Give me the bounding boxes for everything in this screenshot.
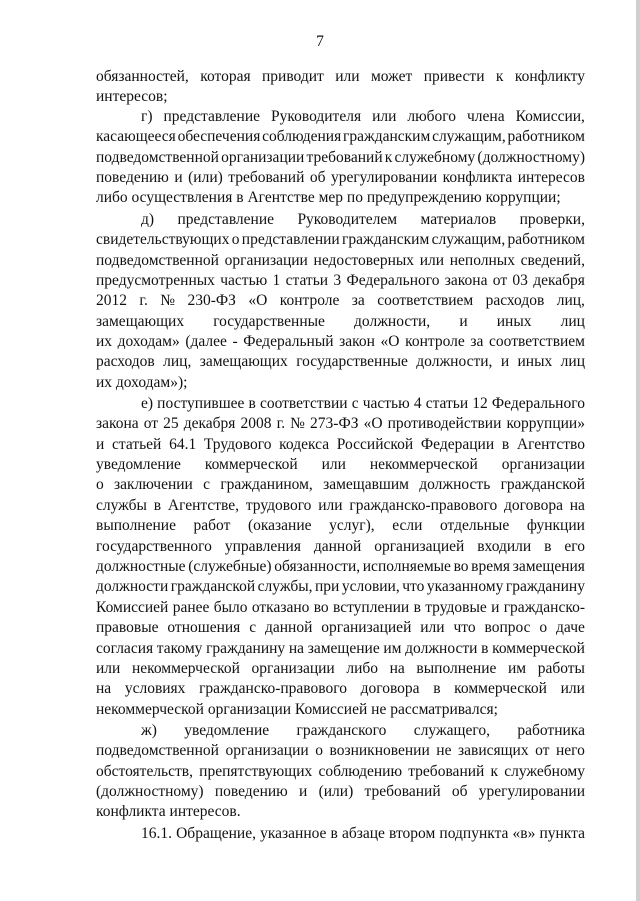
text-line: предусмотренных частью 1 статьи 3 Федерального закона от 03 декабря xyxy=(96,272,585,289)
text-line: о заключении с гражданином, замещавшим должность гражданской xyxy=(96,476,585,493)
text-line: расходов лиц, замещающих государственные должности, и иных лиц xyxy=(96,353,585,370)
text-line: ж) уведомление гражданского служащего, работника xyxy=(141,722,585,739)
text-line: поведению и (или) требований об урегулировании конфликта интересов xyxy=(96,169,585,186)
text-line: замещающих государственные должности, и иных лиц xyxy=(96,313,585,330)
text-line: уведомление коммерческой или некоммерческой организации xyxy=(96,456,585,473)
text-line: подведомственной организации требований к служебному (должностному) xyxy=(96,149,585,166)
text-line: закона от 25 декабря 2008 г. № 273-ФЗ «О противодействии коррупции» xyxy=(96,415,585,432)
text-line: выполнение работ (оказание услуг), если отдельные функции xyxy=(96,517,585,534)
text-line: некоммерческой организации Комиссией не рассматривался; xyxy=(96,701,498,718)
text-line: обстоятельств, препятствующих соблюдению требований к служебному xyxy=(96,763,585,780)
text-line: или некоммерческой организации либо на выполнение им работы xyxy=(96,660,585,677)
text-line: 16.1. Обращение, указанное в абзаце втором подпункта «в» пункта xyxy=(141,825,585,842)
scan-edge xyxy=(636,0,640,901)
text-line: д) представление Руководителем материалов проверки, xyxy=(141,211,585,228)
text-line: интересов; xyxy=(96,88,168,105)
text-line: г) представление Руководителя или любого члена Комиссии, xyxy=(141,108,585,125)
text-line: либо осуществления в Агентстве мер по предупреждению коррупции; xyxy=(96,189,561,206)
text-line: Комиссией ранее было отказано во вступлении в трудовые и гражданско- xyxy=(96,599,585,616)
text-line: касающееся обеспечения соблюдения гражданским служащим, работником xyxy=(96,128,585,145)
text-line: обязанностей, которая приводит или может привести к конфликту xyxy=(96,68,585,85)
text-line: 2012 г. № 230-ФЗ «О контроле за соответствием расходов лиц, xyxy=(96,292,585,309)
text-line: подведомственной организации недостоверных или неполных сведений, xyxy=(96,252,585,269)
text-line: должностные (служебные) обязанности, исполняемые во время замещения xyxy=(96,558,585,575)
text-line: е) поступившее в соответствии с частью 4 статьи 12 Федерального xyxy=(141,395,585,412)
text-line: конфликта интересов. xyxy=(96,803,241,820)
text-line: должности гражданской службы, при условии, что указанному гражданину xyxy=(96,578,585,595)
page-number: 7 xyxy=(316,33,324,50)
text-line: и статьей 64.1 Трудового кодекса Российской Федерации в Агентство xyxy=(96,436,585,453)
text-line: свидетельствующих о представлении гражданским служащим, работником xyxy=(96,231,585,248)
text-line: правовые отношения с данной организацией или что вопрос о даче xyxy=(96,619,585,636)
text-line: подведомственной организации о возникновении не зависящих от него xyxy=(96,742,585,759)
text-line: их доходам»); xyxy=(96,374,188,391)
text-line: (должностному) поведению и (или) требований об урегулировании xyxy=(96,783,585,800)
text-line: согласия такому гражданину на замещение им должности в коммерческой xyxy=(96,640,585,657)
text-line: государственного управления данной организацией входили в его xyxy=(96,538,585,555)
text-line: их доходам» (далее - Федеральный закон «О контроле за соответствием xyxy=(96,333,585,350)
text-line: на условиях гражданско-правового договора в коммерческой или xyxy=(96,680,585,697)
text-line: службы в Агентстве, трудового или гражданско-правового договора на xyxy=(96,497,585,514)
